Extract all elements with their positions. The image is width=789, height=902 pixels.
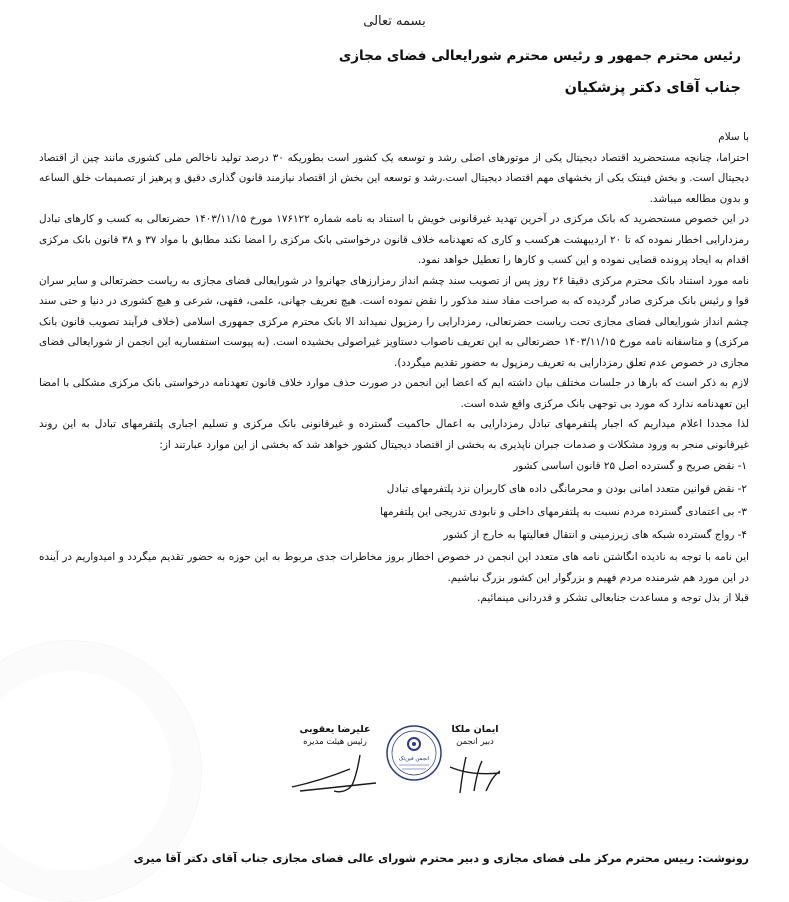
signer-name-left: علیرضا یعقوبی xyxy=(299,724,371,735)
signer-title-right: دبیر انجمن xyxy=(456,737,494,747)
addressee-name: جناب آقای دکتر پزشکیان xyxy=(564,80,741,96)
paragraph-3: نامه مورد استناد بانک محترم مرکزی دقیقا ۲۶ روز پس از تصویب سند چشم انداز رمزارزهای جهانروا در شورایعالی فضای مجازی به ریاست حضرتعالی و سایر سران قوا و رئیس بانک مرکزی صادر گردیده که به صراحت مفاد سند مذکور را نقض نموده است. هیچ تعریف جهانی، علمی، فقهی، شرعی و هیچ کشوری در دنیا و حتی سند چشم انداز شورایعالی فضای مجازی تحت ریاست حضرتعالی، رمزدارایی را رمزپول نمیداند الا بانک محترم مرکزی جمهوری اسلامی (خلاف فرآیند تصویب قانون بانک مرکزی) و متاسفانه نامه مورخ ۱۴۰۳/۱۱/۱۵ حضرتعالی به این تعریف ناصواب دستاویز غیراصولی بخشیده است. (به پیوست استفساریه این انجمن از شورایعالی فضای مجازی در خصوص عدم تعلق رمزدارایی به تعریف رمزپول به حضور تقدیم میگردد). xyxy=(39,274,749,369)
signature-right xyxy=(430,724,520,800)
letter-body xyxy=(39,127,749,609)
paragraph-7: قبلا از بذل توجه و مساعدت جنابعالی تشکر و قدردانی مینمائیم. xyxy=(477,592,749,604)
signature-scribble-right-icon xyxy=(430,747,520,797)
signature-left xyxy=(290,724,380,800)
greeting: با سلام xyxy=(718,131,749,143)
list-item-3: ۳- بی اعتمادی گسترده مردم نسبت به پلتفرمهای داخلی و نابودی تدریجی این پلتفرمها xyxy=(380,506,747,518)
cc-footer: رونوشت: رییس محترم مرکز ملی فضای مجازی و دبیر محترم شورای عالی فضای مجازی جناب آقای دکتر آقا میری xyxy=(133,852,749,865)
paragraph-1: احتراما، چنانچه مستحضرید اقتصاد دیجیتال یکی از موتورهای اصلی رشد و توسعه یک کشور است بطوریکه ۳۰ درصد تولید ناخالص ملی کشوری مانند چین از اقتصاد دیجیتال است. و بخش فینتک یکی از بخشهای مهم اقتصاد دیجیتال است.رشد و توسعه این بخش از اقتصاد نیازمند قانون گذاری دقیق و پرهیز از تصمیمات خلق الساعه و بدون مطالعه میباشد. xyxy=(39,151,749,205)
signer-name-right: ایمان ملکا xyxy=(451,724,499,735)
paragraph-5: لذا مجددا اعلام میداریم که اجبار پلتفرمهای تبادل رمزدارایی به اعمال حاکمیت گسترده و غیرقانونی بانک مرکزی و تسلیم اجباری پلتفرمهای تبادل به این روند غیرقانونی منجر به ورود مشکلات و صدمات جبران ناپذیری به بخشی از اقتصاد دیجیتال کشور خواهد شد که بخشی از این موارد عبارتند از: xyxy=(39,418,749,451)
list-item-4: ۴- رواج گسترده شبکه های زیرزمینی و انتقال فعالیتها به خارج از کشور xyxy=(443,529,747,541)
signature-area xyxy=(290,724,520,814)
addressee-title: رئیس محترم جمهور و رئیس محترم شورایعالی فضای مجازی xyxy=(338,48,741,64)
basmala: بسمه تعالی xyxy=(363,14,426,29)
signer-title-left: رئیس هیئت مدیره xyxy=(303,737,367,747)
paragraph-4: لازم به ذکر است که بارها در جلسات مختلف بیان داشته ایم که اعضا این انجمن در صورت حذف موارد خلاف قانون تعهدنامه درخواستی بانک مرکزی مشکلی با امضا این تعهدنامه ندارد که مورد بی توجهی بانک مرکزی واقع شده است. xyxy=(39,377,749,410)
list-item-1: ۱- نقض صریح و گسترده اصل ۲۵ قانون اساسی کشور xyxy=(513,460,747,472)
seal-label: انجمن فین‌تک xyxy=(398,756,430,762)
signature-scribble-left-icon xyxy=(290,747,380,797)
list-item-2: ۲- نقض قوانین متعدد امانی بودن و محرمانگی داده های کاربران نزد پلتفرمهای تبادل xyxy=(386,483,747,495)
paragraph-6: این نامه با توجه به نادیده انگاشتن نامه های متعدد این انجمن در خصوص اخطار بروز مخاطرات جدی مربوط به این حوزه به حضور تقدیم میگردد و امیدواریم در آینده در این مورد هم شرمنده مردم فهیم و بزرگوار این کشور بزرگ نباشیم. xyxy=(39,551,749,584)
paragraph-2: در این خصوص مستحضرید که بانک مرکزی در آخرین تهدید غیرقانونی خویش با استناد به نامه شماره ۱۷۶۱۲۲ مورخ ۱۴۰۳/۱۱/۱۵ حضرتعالی به کسب و کارهای تبادل رمزدارایی اخطار نموده که تا ۲۰ اردیبهشت هرکسب و کاری که تعهدنامه خلاف قانون درخواستی بانک مرکزی را امضا نکند مطابق با مواد ۳۷ و ۳۸ قانون بانک مرکزی اقدام به ایجاد پرونده قضایی نموده و این کسب و کارها را تعطیل خواهد نمود. xyxy=(39,213,749,266)
